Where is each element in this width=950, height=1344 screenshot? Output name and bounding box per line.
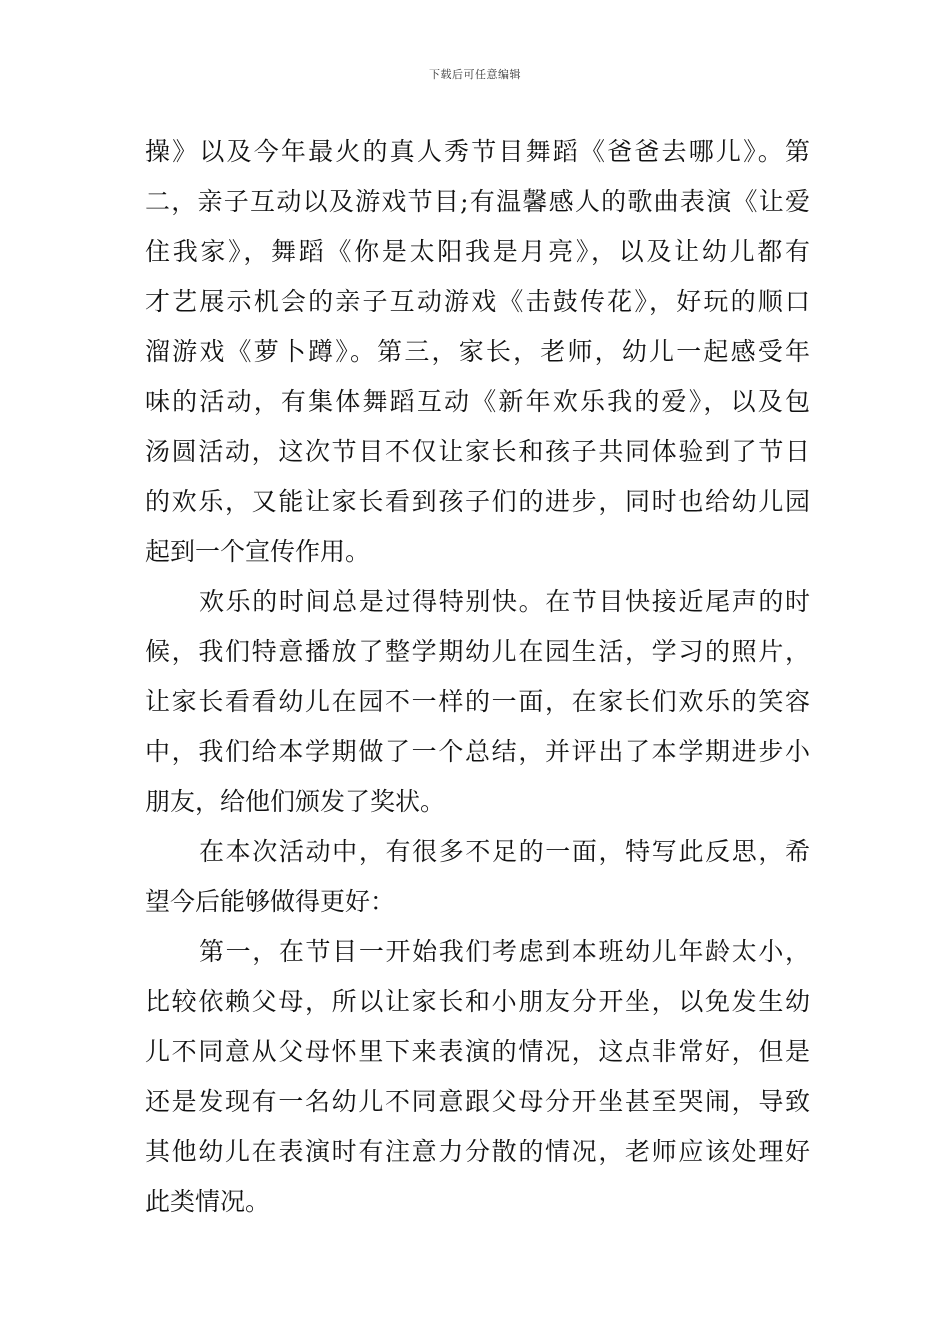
text-line: 还是发现有一名幼儿不同意跟父母分开坐甚至哭闹，导致 — [145, 1087, 810, 1116]
text-line: 味的活动，有集体舞蹈互动《新年欢乐我的爱》，以及包 — [145, 387, 810, 416]
text-line: 中，我们给本学期做了一个总结，并评出了本学期进步小 — [145, 737, 810, 766]
text-line: 欢乐的时间总是过得特别快。在节目快接近尾声的时 — [199, 587, 810, 616]
text-line: 操》以及今年最火的真人秀节目舞蹈《爸爸去哪儿》。第 — [145, 137, 810, 166]
text-line: 汤圆活动，这次节目不仅让家长和孩子共同体验到了节日 — [145, 437, 810, 466]
text-line: 儿不同意从父母怀里下来表演的情况，这点非常好，但是 — [145, 1037, 810, 1066]
paragraph-1 — [145, 127, 810, 577]
text-line: 其他幼儿在表演时有注意力分散的情况，老师应该处理好 — [145, 1137, 810, 1166]
page-header: 下载后可任意编辑 — [429, 68, 521, 81]
text-line: 第一，在节目一开始我们考虑到本班幼儿年龄太小， — [199, 937, 810, 966]
text-line: 起到一个宣传作用。 — [145, 537, 371, 566]
text-line: 住我家》，舞蹈《你是太阳我是月亮》，以及让幼儿都有 — [145, 237, 810, 266]
document-body — [145, 127, 810, 1227]
text-line: 才艺展示机会的亲子互动游戏《击鼓传花》，好玩的顺口 — [145, 287, 810, 316]
text-line: 比较依赖父母，所以让家长和小朋友分开坐，以免发生幼 — [145, 987, 810, 1016]
text-line: 的欢乐，又能让家长看到孩子们的进步，同时也给幼儿园 — [145, 487, 810, 516]
paragraph-4 — [145, 927, 810, 1227]
text-line: 在本次活动中，有很多不足的一面，特写此反思，希 — [199, 837, 810, 866]
paragraph-3 — [145, 827, 810, 927]
text-line: 朋友，给他们颁发了奖状。 — [145, 787, 446, 816]
paragraph-2 — [145, 577, 810, 827]
text-line: 望今后能够做得更好： — [145, 887, 396, 916]
text-line: 让家长看看幼儿在园不一样的一面，在家长们欢乐的笑容 — [145, 687, 810, 716]
text-line: 候，我们特意播放了整学期幼儿在园生活，学习的照片， — [145, 637, 810, 666]
text-line: 二，亲子互动以及游戏节目;有温馨感人的歌曲表演《让爱 — [145, 187, 810, 216]
text-line: 溜游戏《萝卜蹲》。第三，家长，老师，幼儿一起感受年 — [145, 337, 810, 366]
text-line: 此类情况。 — [145, 1187, 271, 1216]
